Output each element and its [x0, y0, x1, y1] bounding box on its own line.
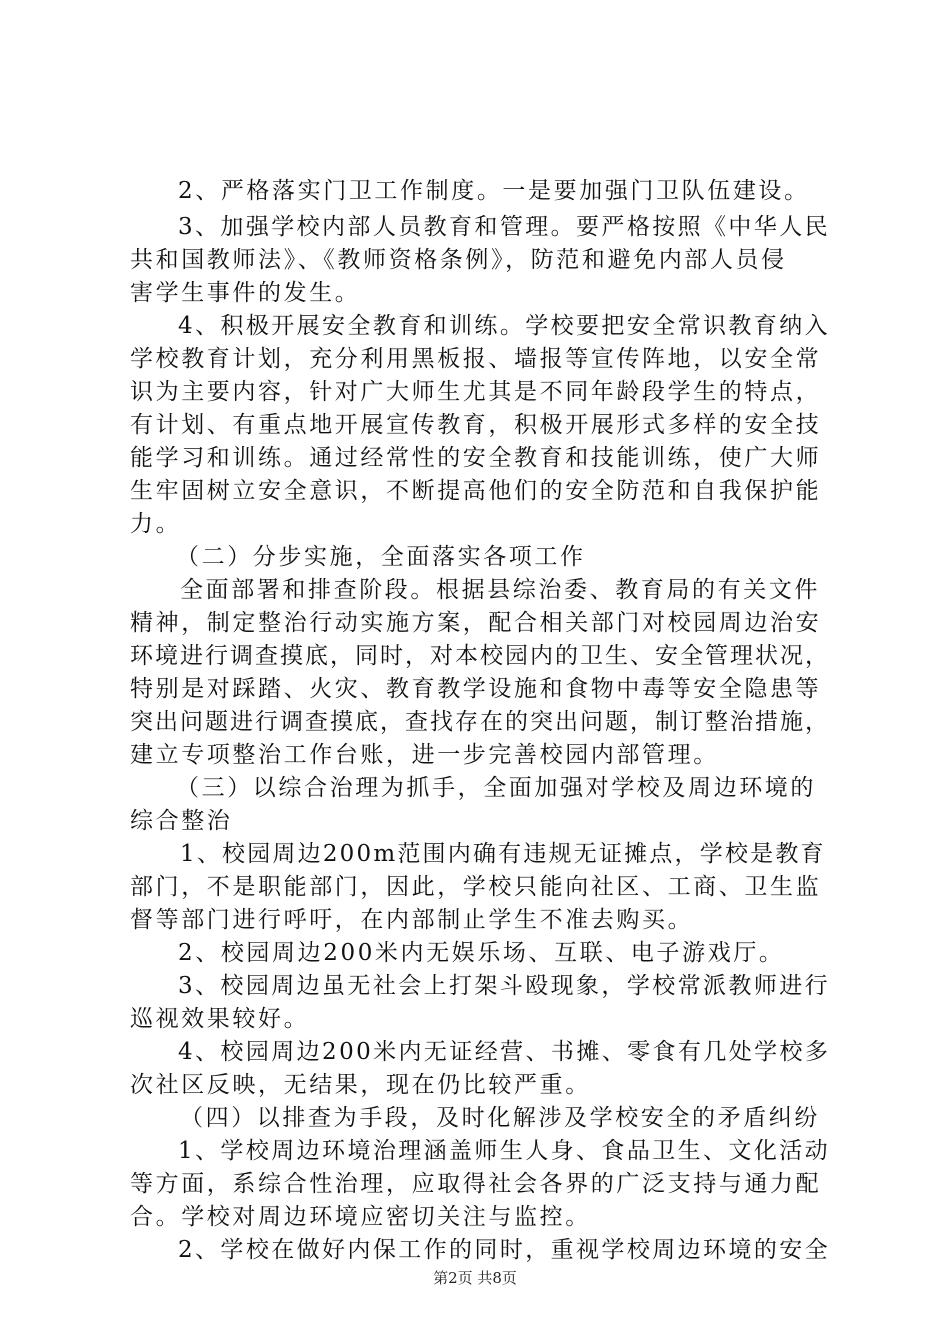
section-heading: （二）分步实施，全面落实各项工作 [176, 544, 586, 570]
text-line: 3、校园周边虽无社会上打架斗殴现象，学校常派教师进行 [178, 973, 831, 999]
text-line: 害学生事件的发生。 [130, 280, 361, 306]
text-line: 次社区反映，无结果，现在仍比较严重。 [130, 1072, 591, 1098]
text-line: 学校教育计划，充分利用黑板报、墙报等宣传阵地，以安全常 [130, 346, 822, 372]
text-line: 特别是对踩踏、火灾、教育教学设施和食物中毒等安全隐患等 [130, 676, 822, 702]
text-line: 1、学校周边环境治理涵盖师生人身、食品卫生、文化活动 [178, 1138, 831, 1164]
text-line: 全面部署和排查阶段。根据县综治委、教育局的有关文件 [180, 577, 820, 603]
text-line: 有计划、有重点地开展宣传教育，积极开展形式多样的安全技 [130, 412, 822, 438]
text-line: 力。 [130, 511, 182, 537]
text-line: 1、校园周边200m范围内确有违规无证摊点，学校是教育 [180, 841, 826, 867]
text-line: 共和国教师法》、《教师资格条例》，防范和避免内部人员侵 [130, 247, 787, 273]
text-line: 生牢固树立安全意识，不断提高他们的安全防范和自我保护能 [130, 478, 822, 504]
text-line: 3、加强学校内部人员教育和管理。要严格按照《中华人民 [178, 214, 831, 240]
text-line: 识为主要内容，针对广大师生尤其是不同年龄段学生的特点， [130, 379, 822, 405]
section-heading: （三）以综合治理为抓手，全面加强对学校及周边环境的 [176, 775, 816, 801]
text-line: 督等部门进行呼吁，在内部制止学生不准去购买。 [130, 907, 694, 933]
text-line: 2、校园周边200米内无娱乐场、互联、电子游戏厅。 [178, 940, 785, 966]
text-line: 巡视效果较好。 [130, 1006, 310, 1032]
text-line: 建立专项整治工作台账，进一步完善校园内部管理。 [130, 742, 719, 768]
section-heading: （四）以排查为手段，及时化解涉及学校安全的矛盾纠纷 [180, 1105, 820, 1131]
text-line: 等方面，系综合性治理，应取得社会各界的广泛支持与通力配 [130, 1171, 822, 1197]
text-line: 能学习和训练。通过经常性的安全教育和技能训练，使广大师 [130, 445, 822, 471]
page-number-footer: 第2页 共8页 [433, 1269, 517, 1287]
text-line: 合。学校对周边环境应密切关注与监控。 [130, 1204, 591, 1230]
text-line: 环境进行调查摸底，同时，对本校园内的卫生、安全管理状况， [130, 643, 830, 669]
text-line: 突出问题进行调查摸底，查找存在的突出问题，制订整治措施， [130, 709, 830, 735]
text-line: 4、积极开展安全教育和训练。学校要把安全常识教育纳入 [178, 313, 831, 339]
section-heading: 综合整治 [130, 808, 233, 834]
text-line: 部门，不是职能部门，因此，学校只能向社区、工商、卫生监 [130, 874, 822, 900]
text-line: 4、校园周边200米内无证经营、书摊、零食有几处学校多 [178, 1039, 831, 1065]
text-line: 2、严格落实门卫工作制度。一是要加强门卫队伍建设。 [178, 178, 810, 204]
text-line: 精神，制定整治行动实施方案，配合相关部门对校园周边治安 [130, 610, 822, 636]
text-line: 2、学校在做好内保工作的同时，重视学校周边环境的安全 [178, 1237, 831, 1263]
